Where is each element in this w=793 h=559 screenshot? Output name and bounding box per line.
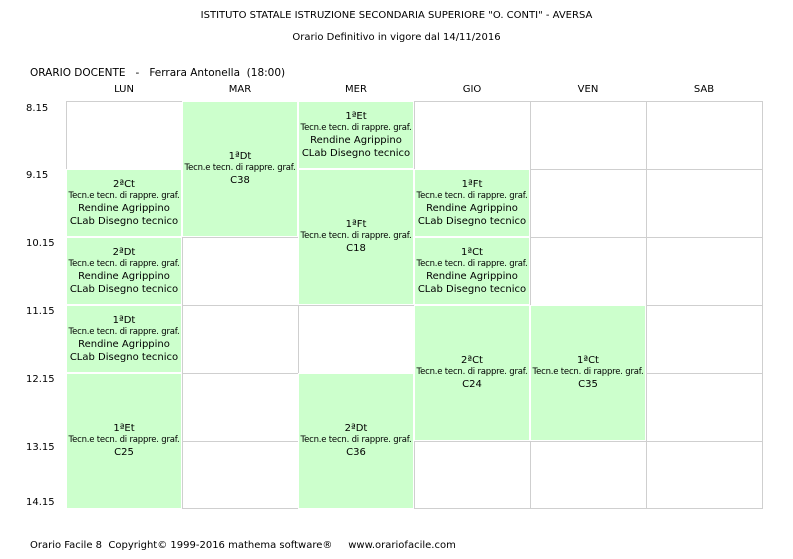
lesson-block[interactable] <box>414 305 530 441</box>
lesson-block[interactable] <box>182 101 298 237</box>
time-label: 10.15 <box>26 238 55 249</box>
lesson-subject: Tecn.e tecn. di rappre. graf. <box>184 163 296 173</box>
lesson-teacher: Rendine Agrippino <box>78 270 170 282</box>
day-header: MER <box>345 84 367 95</box>
lesson-class: 2ªDt <box>112 246 136 258</box>
schedule-subtitle: Orario Definitivo in vigore dal 14/11/2016 <box>292 32 501 43</box>
lesson-room: C38 <box>230 175 250 186</box>
lesson-block[interactable] <box>66 373 182 509</box>
lesson-subject: Tecn.e tecn. di rappre. graf. <box>300 435 412 445</box>
lesson-class: 1ªFt <box>345 219 367 230</box>
lesson-block[interactable] <box>66 169 182 237</box>
time-label: 13.15 <box>26 442 55 453</box>
lesson-class: 1ªFt <box>461 178 483 190</box>
lesson-subject: Tecn.e tecn. di rappre. graf. <box>68 190 180 201</box>
lesson-room: CLab Disegno tecnico <box>301 147 411 159</box>
lesson-room: C35 <box>578 379 598 390</box>
lesson-room: CLab Disegno tecnico <box>69 215 179 227</box>
day-header: SAB <box>693 84 715 95</box>
time-label: 14.15 <box>26 497 55 508</box>
lesson-class: 1ªEt <box>345 110 367 122</box>
lesson-block[interactable] <box>298 169 414 305</box>
lesson-class: 1ªDt <box>228 151 252 162</box>
lesson-teacher: Rendine Agrippino <box>426 202 518 214</box>
lesson-room: C36 <box>346 447 366 458</box>
lesson-class: 1ªCt <box>577 355 599 366</box>
lesson-block[interactable] <box>298 101 414 169</box>
lesson-class: 1ªEt <box>113 423 135 434</box>
lesson-teacher: Rendine Agrippino <box>426 270 518 282</box>
lesson-teacher: Rendine Agrippino <box>310 134 402 146</box>
lesson-teacher: Rendine Agrippino <box>78 338 170 350</box>
lesson-room: C25 <box>114 447 134 458</box>
lesson-room: CLab Disegno tecnico <box>69 283 179 295</box>
lesson-subject: Tecn.e tecn. di rappre. graf. <box>532 367 644 377</box>
lesson-block[interactable] <box>414 169 530 237</box>
lesson-subject: Tecn.e tecn. di rappre. graf. <box>416 258 528 269</box>
lesson-subject: Tecn.e tecn. di rappre. graf. <box>416 190 528 201</box>
teacher-heading: ORARIO DOCENTE - Ferrara Antonella (18:00) <box>30 67 286 79</box>
lesson-block[interactable] <box>66 237 182 305</box>
lesson-room: C24 <box>462 379 482 390</box>
lesson-room: CLab Disegno tecnico <box>417 215 527 227</box>
lesson-block[interactable] <box>414 237 530 305</box>
day-header: LUN <box>114 84 134 95</box>
day-header: GIO <box>462 84 482 95</box>
lesson-room: CLab Disegno tecnico <box>417 283 527 295</box>
lesson-subject: Tecn.e tecn. di rappre. graf. <box>300 122 412 133</box>
lesson-subject: Tecn.e tecn. di rappre. graf. <box>68 326 180 337</box>
lesson-subject: Tecn.e tecn. di rappre. graf. <box>300 231 412 241</box>
day-header: MAR <box>228 84 252 95</box>
lesson-class: 2ªCt <box>113 178 135 190</box>
lesson-class: 2ªCt <box>461 355 483 366</box>
lesson-block[interactable] <box>298 373 414 509</box>
lesson-class: 1ªCt <box>461 246 483 258</box>
lesson-subject: Tecn.e tecn. di rappre. graf. <box>68 435 180 445</box>
lesson-room: C18 <box>346 243 366 254</box>
lesson-teacher: Rendine Agrippino <box>78 202 170 214</box>
school-title: ISTITUTO STATALE ISTRUZIONE SECONDARIA SUPERIORE "O. CONTI" - AVERSA <box>200 10 593 21</box>
footer-copyright: Orario Facile 8 Copyright© 1999-2016 mathema software® www.orariofacile.com <box>30 540 456 551</box>
time-label: 8.15 <box>26 103 49 114</box>
time-label: 12.15 <box>26 374 55 385</box>
lesson-class: 1ªDt <box>112 314 136 326</box>
lesson-subject: Tecn.e tecn. di rappre. graf. <box>416 367 528 377</box>
time-label: 9.15 <box>26 170 49 181</box>
lesson-block[interactable] <box>530 305 646 441</box>
time-label: 11.15 <box>26 306 55 317</box>
lesson-subject: Tecn.e tecn. di rappre. graf. <box>68 258 180 269</box>
lesson-class: 2ªDt <box>344 423 368 434</box>
lesson-block[interactable] <box>66 305 182 373</box>
lesson-room: CLab Disegno tecnico <box>69 351 179 363</box>
day-header: VEN <box>577 84 599 95</box>
